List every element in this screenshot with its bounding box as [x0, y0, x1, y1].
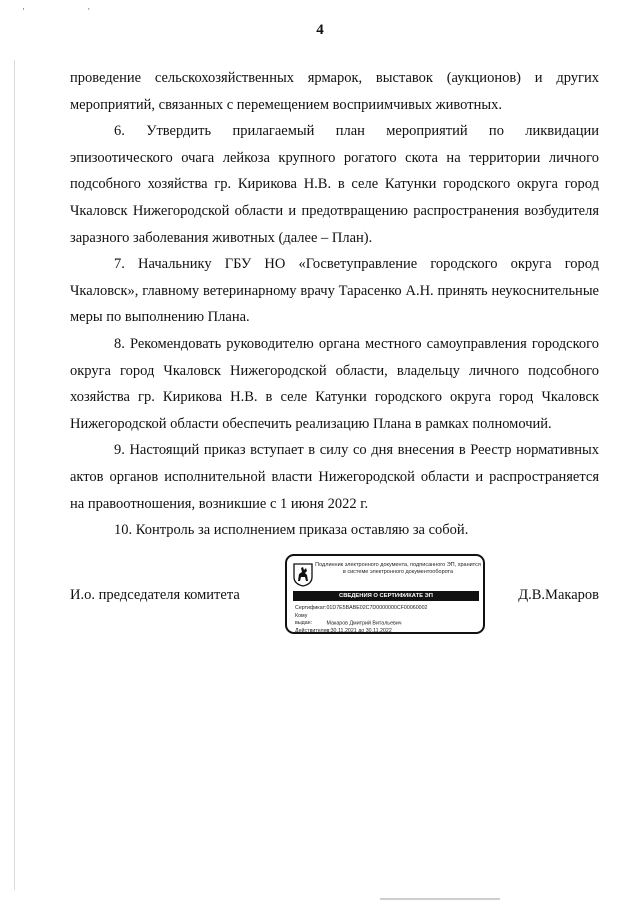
scan-specks: · · — [22, 4, 121, 14]
valid-value: с 30.11.2021 до 30.11.2022 — [326, 627, 392, 634]
issued-value: Макаров Дмитрий Витальевич — [326, 620, 402, 627]
page-number: 4 — [316, 22, 324, 38]
cert-row — [295, 605, 481, 613]
paragraph-continuation: проведение сельскохозяйственных ярмарок, выставок (аукционов) и других мероприятий, связанных с перемещением восприимчивых животных. — [70, 70, 599, 113]
paragraph-8: 8. Рекомендовать руководителю органа местного самоуправления городского округа город Чкаловск Нижегородской области, владельцу личного подсобного хозяйства гр. Кирикова Н.В. в селе Катунки городского округа город Чкаловск Нижегородской области обеспечить реализацию Плана в рамках полномочий. — [70, 335, 599, 432]
deer-emblem-icon — [293, 563, 313, 587]
scan-edge-bottom — [380, 898, 500, 900]
stamp-band: СВЕДЕНИЯ О СЕРТИФИКАТЕ ЭП — [293, 591, 479, 601]
signatory-title: И.о. председателя комитета — [70, 587, 240, 603]
stamp-details — [295, 605, 481, 635]
stamp-header: Подлинник электронного документа, подписанного ЭП, хранится в системе электронного документооборота — [315, 562, 481, 575]
document-body — [70, 65, 599, 544]
issued-label: Кому выдан: — [295, 612, 313, 627]
issued-row — [295, 613, 481, 628]
electronic-signature-stamp — [285, 554, 485, 634]
paragraph-7: 7. Начальнику ГБУ НО «Госветуправление городского округа город Чкаловск», главному ветеринарному врачу Тарасенко А.Н. принять неукоснительные меры по выполнению Плана. — [70, 256, 599, 326]
valid-row — [295, 628, 481, 636]
signatory-name: Д.В.Макаров — [518, 587, 599, 603]
paragraph-10: 10. Контроль за исполнением приказа оставляю за собой. — [114, 522, 469, 539]
cert-value: 01D7E5BABE02C7D0000000CF00060002 — [326, 605, 428, 611]
cert-label: Сертификат: — [295, 605, 327, 611]
paragraph-6: 6. Утвердить прилагаемый план мероприятий по ликвидации эпизоотического очага лейкоза крупного рогатого скота на территории личного подсобного хозяйства гр. Кирикова Н.В. в селе Катунки городского округа город Чкаловск Нижегородской области и предотвращению распространения возбудителя заразного заболевания животных (далее – План). — [70, 123, 599, 246]
paragraph-9: 9. Настоящий приказ вступает в силу со дня внесения в Реестр нормативных актов органов исполнительной власти Нижегородской области и распространяется на правоотношения, возникшие с 1 июня 2022 г. — [70, 442, 599, 512]
scan-edge-left — [14, 60, 15, 890]
valid-label: Действителен: — [295, 627, 331, 634]
